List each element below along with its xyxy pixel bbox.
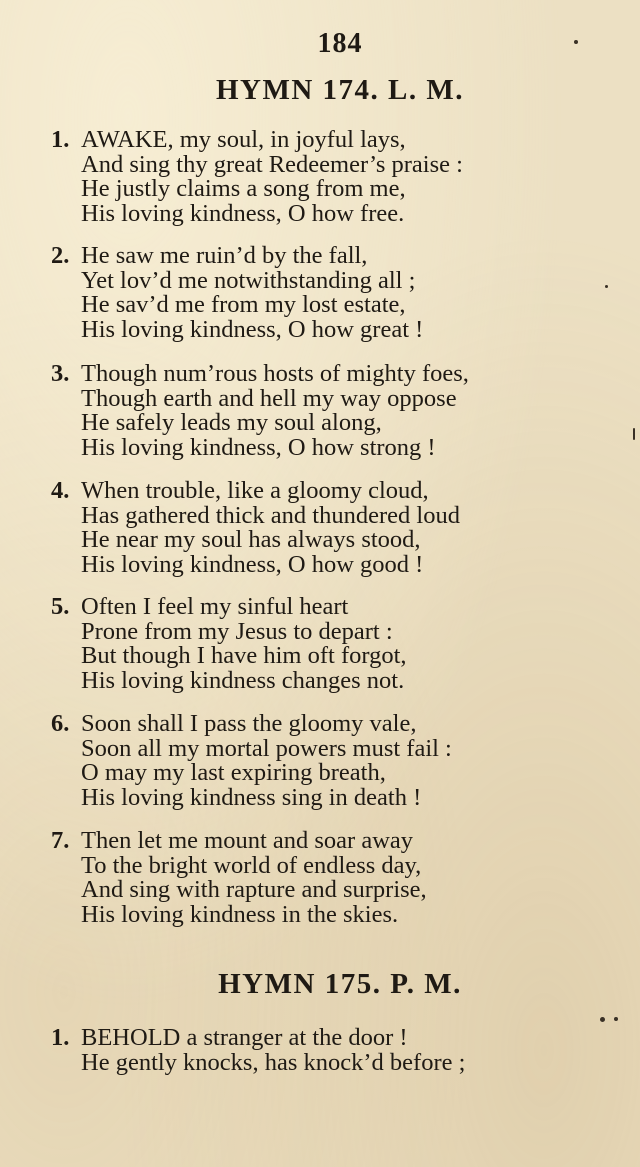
verse-line: He saw me ruin’d by the fall, <box>81 242 368 269</box>
verse-line: AWAKE, my soul, in joyful lays, <box>81 126 406 153</box>
paper-speck <box>633 428 635 440</box>
verse-6 <box>0 712 600 810</box>
hymn-title: HYMN 175. P. M. <box>218 968 462 1000</box>
verse-line: His loving kindness in the skies. <box>81 900 399 928</box>
verse-line: He gently knocks, has knock’d before ; <box>81 1048 466 1076</box>
verse-number: 3. <box>51 360 70 387</box>
verse-line: Soon shall I pass the gloomy vale, <box>81 710 417 737</box>
verse-line: He justly claims a song from me, <box>81 175 406 202</box>
hymn-title: HYMN 174. L. M. <box>215 74 465 106</box>
verse-line: Soon all my mortal powers must fail : <box>81 734 452 762</box>
verse-line: His loving kindness, O how good ! <box>81 550 424 578</box>
verse-2 <box>0 244 600 342</box>
verse-5 <box>0 595 600 693</box>
verse-number: 5. <box>51 593 70 620</box>
verse-line: To the bright world of endless day, <box>81 851 422 879</box>
verse-7 <box>0 829 600 927</box>
verse-number: 1. <box>51 126 70 153</box>
verse-number: 7. <box>51 827 70 854</box>
verse-line: BEHOLD a stranger at the door ! <box>81 1024 408 1051</box>
verse-3 <box>0 362 600 460</box>
verse-line: Often I feel my sinful heart <box>81 593 349 620</box>
verse-line: Though num’rous hosts of mighty foes, <box>81 360 469 387</box>
verse-number: 1. <box>51 1024 70 1051</box>
verse-line: And sing thy great Redeemer’s praise : <box>81 150 463 178</box>
verse-line: He safely leads my soul along, <box>81 409 382 436</box>
verse-line: Prone from my Jesus to depart : <box>81 617 393 645</box>
verse-line: But though I have him oft forgot, <box>81 642 407 669</box>
verse-line: His loving kindness sing in death ! <box>81 783 422 811</box>
paper-speck <box>600 1017 605 1022</box>
paper-speck <box>574 40 578 44</box>
verse-line: Yet lov’d me notwithstanding all ; <box>81 266 416 294</box>
verse-line: His loving kindness, O how great ! <box>81 315 424 343</box>
paper-speck <box>614 1017 618 1021</box>
verse-line: O may my last expiring breath, <box>81 759 386 786</box>
verse-line: And sing with rapture and surprise, <box>81 876 427 903</box>
verse-line: His loving kindness, O how free. <box>81 199 405 227</box>
verse-number: 6. <box>51 710 70 737</box>
verse-line: Though earth and hell my way oppose <box>81 384 457 412</box>
verse-line: He near my soul has always stood, <box>81 526 421 553</box>
verse-1 <box>0 128 600 226</box>
verse-4 <box>0 479 600 577</box>
verse-line: When trouble, like a gloomy cloud, <box>81 477 429 504</box>
verse-line: He sav’d me from my lost estate, <box>81 291 406 318</box>
page-number: 184 <box>317 28 363 59</box>
verse-line: His loving kindness changes not. <box>81 666 405 694</box>
paper-speck <box>605 285 608 288</box>
verse-line: Has gathered thick and thundered loud <box>81 501 460 529</box>
verse-number: 2. <box>51 242 70 269</box>
verse-line: His loving kindness, O how strong ! <box>81 433 436 461</box>
verse-number: 4. <box>51 477 70 504</box>
verse-1 <box>0 1026 600 1075</box>
verse-line: Then let me mount and soar away <box>81 827 414 854</box>
